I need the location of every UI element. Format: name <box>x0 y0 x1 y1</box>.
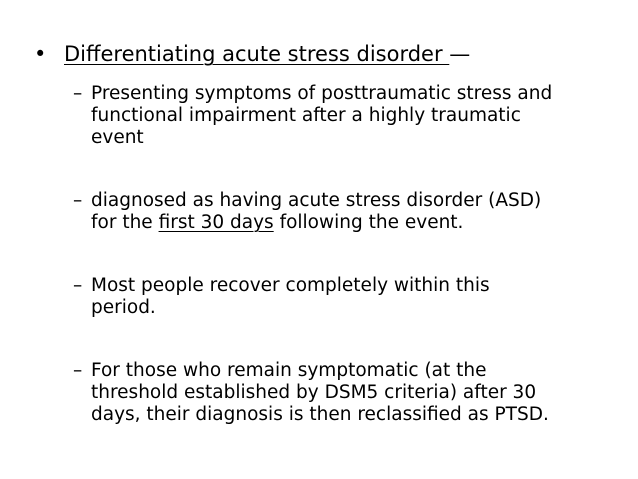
dash-icon: – <box>73 83 83 104</box>
subpoint-symptoms <box>73 83 613 149</box>
dash-icon: – <box>73 275 83 296</box>
subpoint-reclassification <box>73 360 613 426</box>
subpoint-text-before: diagnosed as having acute stress disorder (ASD) for the <box>91 190 542 233</box>
dash-icon: – <box>73 190 83 211</box>
subpoint-recovery <box>73 275 613 319</box>
subpoint-text-after: following the event. <box>273 212 464 233</box>
subpoint-text: Presenting symptoms of posttraumatic stress and functional impairment after a highly traumatic event <box>91 83 553 148</box>
subpoint-diagnosis <box>73 190 613 234</box>
dash-icon: – <box>73 360 83 381</box>
main-bullet <box>34 40 614 68</box>
bullet-dot-icon: • <box>34 42 47 66</box>
subpoint-underlined-text: first 30 days <box>158 212 274 233</box>
main-bullet-heading: Differentiating acute stress disorder <box>64 42 450 66</box>
subpoint-text: Most people recover completely within this period. <box>91 275 490 318</box>
main-bullet-dash: — <box>449 42 471 66</box>
subpoint-text: For those who remain symptomatic (at the threshold established by DSM5 criteria) after 30 days, their diagnosis is then reclassified as PTSD. <box>91 360 549 425</box>
subpoint-text <box>73 190 613 234</box>
